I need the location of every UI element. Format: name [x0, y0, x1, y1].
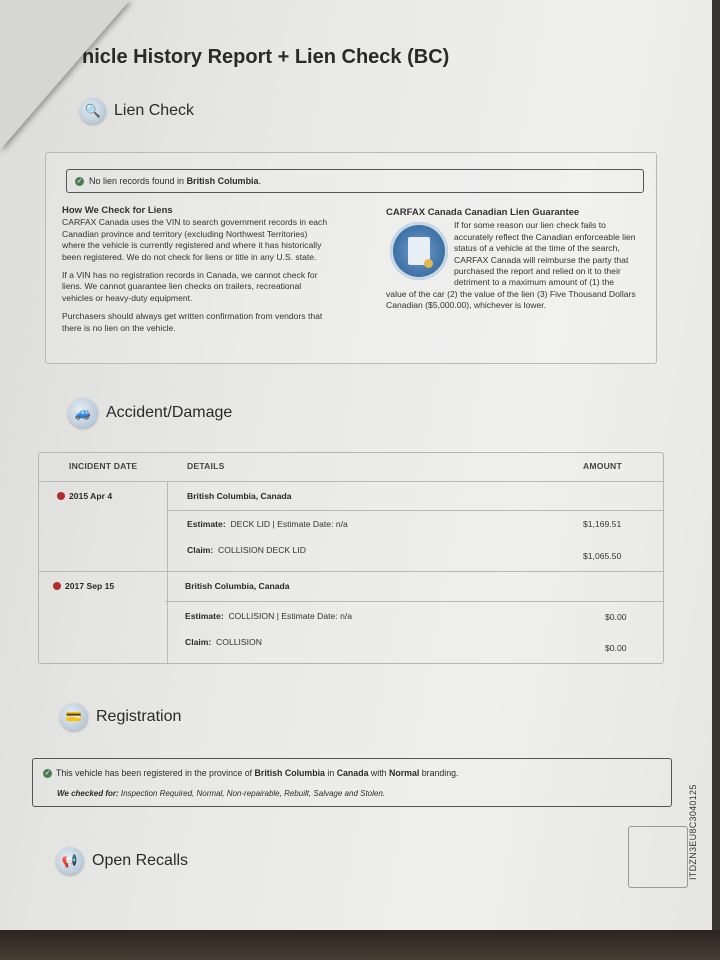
side-stamp-box [628, 826, 688, 888]
lien-guarantee-title: CARFAX Canada Canadian Lien Guarantee [386, 207, 580, 218]
incident-date: 2017 Sep 15 [53, 581, 114, 591]
how-we-check-paragraph-1: CARFAX Canada uses the VIN to search government records in each Canadian province and territory (excluding Northwest Territories) where the vehicle is currently registered and where it has historically been registered. We do not check for liens or title in any U.S. state. [62, 217, 328, 262]
lien-guarantee-column [386, 207, 636, 312]
how-we-check-paragraph-3: Purchasers should always get written confirmation from vendors that there is no lien on the vehicle. [62, 311, 323, 333]
alert-dot-icon [53, 582, 61, 590]
header-incident-date: INCIDENT DATE [69, 461, 138, 471]
incident-estimate-amount: $0.00 [605, 612, 627, 622]
incident-claim-amount: $0.00 [605, 643, 627, 653]
alert-dot-icon [57, 492, 65, 500]
header-details: DETAILS [187, 461, 225, 471]
recalls-title: Open Recalls [92, 852, 189, 869]
incident-estimate-amount: $1,169.51 [583, 519, 622, 529]
incident-estimate: Estimate: COLLISION | Estimate Date: n/a [185, 611, 353, 621]
registration-checked-for: We checked for: Inspection Required, Normal, Non-repairable, Rebuilt, Salvage and Stolen. [57, 789, 386, 798]
folded-page-corner [0, 0, 130, 150]
incident-claim: Claim: COLLISION DECK LID [187, 545, 306, 555]
how-we-check-column [62, 205, 332, 341]
magnifier-icon: 🔍 [80, 98, 106, 124]
registration-title: Registration [96, 708, 182, 725]
incident-date: 2015 Apr 4 [57, 491, 112, 501]
incident-estimate: Estimate: DECK LID | Estimate Date: n/a [187, 519, 348, 529]
incident-claim-amount: $1,065.50 [583, 551, 622, 561]
how-we-check-title: How We Check for Liens [62, 205, 173, 216]
check-circle-icon: ✓ [44, 769, 51, 777]
registration-status: ✓ This vehicle has been registered in the province of British Columbia in Canada with Normal branding. [44, 768, 459, 778]
lien-alert-text: No lien records found in British Columbia. [89, 176, 262, 186]
incident-location: British Columbia, Canada [187, 491, 292, 501]
accident-title: Accident/Damage [106, 404, 233, 421]
tow-truck-icon: 🚙 [68, 398, 98, 428]
registration-header [60, 703, 181, 731]
registration-card-icon: 💳 [60, 703, 88, 731]
header-amount: AMOUNT [583, 461, 622, 471]
lien-status-alert [66, 169, 644, 193]
check-circle-icon: ✓ [76, 177, 83, 185]
lien-check-title: Lien Check [114, 102, 195, 119]
incident-location: British Columbia, Canada [185, 581, 290, 591]
lien-check-panel [45, 152, 657, 364]
carfax-guarantee-seal-icon [390, 222, 448, 280]
lien-guarantee-text: If for some reason our lien check fails to accurately reflect the Canadian enforceable lien status of a vehicle at the time of the search, CARFAX Canada will reimburse the party that purchased the report and relied on it to their detriment to a maximum amount of (1) the value of the car (2) the value of the lien (3) Five Thousand Dollars Canadian ($5,000.00), whichever is lower. [386, 220, 636, 311]
floor-background [0, 930, 720, 960]
how-we-check-paragraph-2: If a VIN has no registration records in Canada, we cannot check for liens. We cannot guarantee lien checks on trailers, recreational vehicles or heavy-duty equipment. [62, 270, 318, 303]
vin-number: ITDZN3EU8C3040125 [688, 784, 698, 880]
accident-table [38, 452, 664, 664]
recalls-header [56, 847, 188, 875]
accident-header [68, 398, 232, 428]
incident-claim: Claim: COLLISION [185, 637, 262, 647]
report-title: hicle History Report + Lien Check (BC) [82, 46, 450, 68]
registration-panel [32, 758, 672, 807]
megaphone-icon: 📢 [56, 847, 84, 875]
